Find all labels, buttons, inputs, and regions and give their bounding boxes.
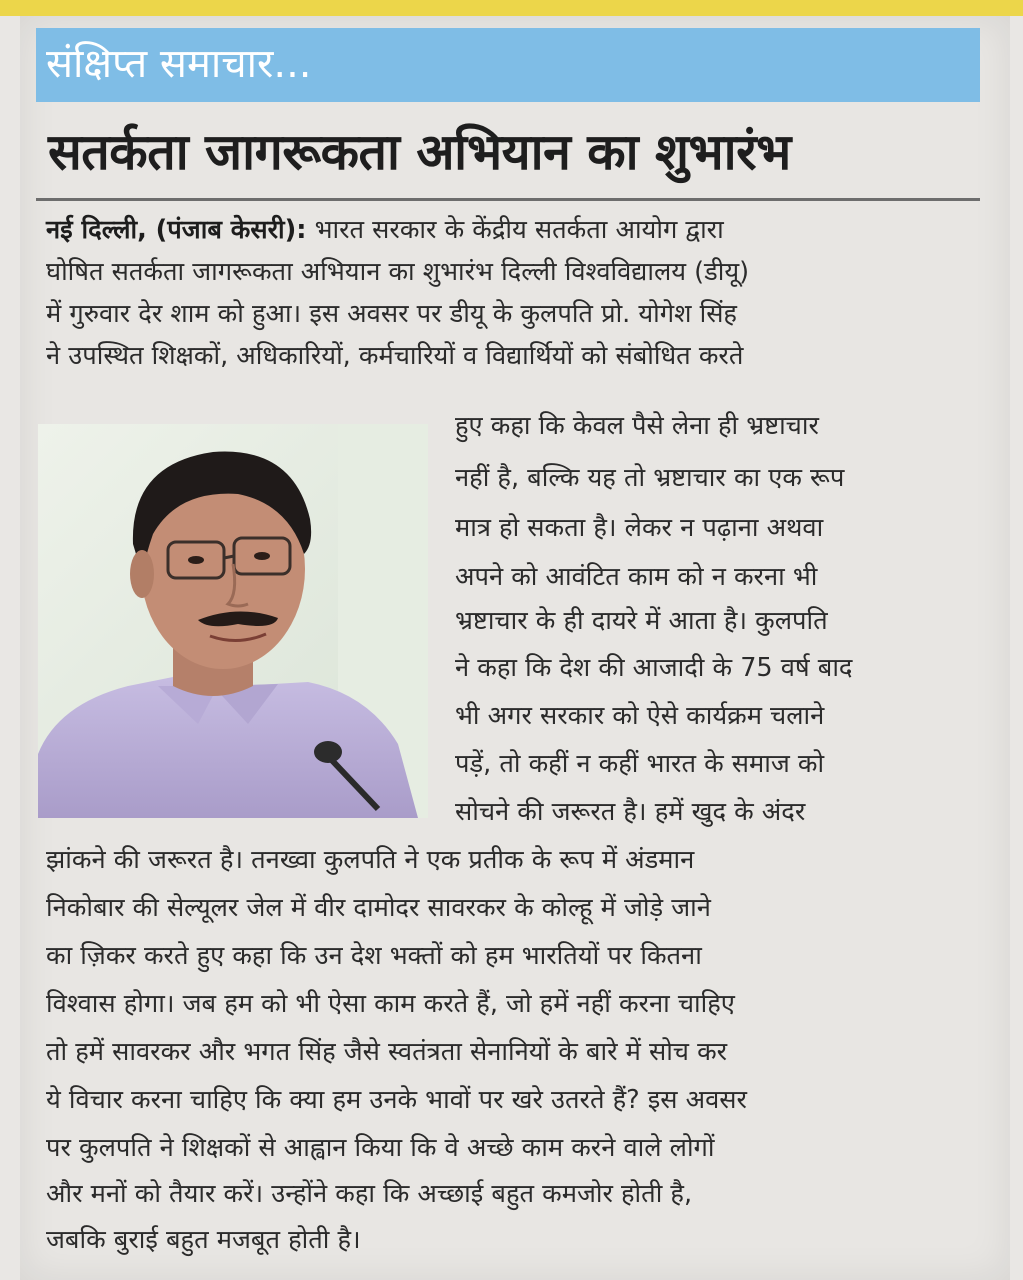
article-line: का ज़िकर करते हुए कहा कि उन देश भक्तों को हम भारतियों पर कितना: [46, 941, 702, 971]
article-line: अपने को आवंटित काम को न करना भी: [455, 562, 818, 592]
article-line: और मनों को तैयार करें। उन्होंने कहा कि अच्छाई बहुत कमजोर होती है,: [46, 1179, 693, 1209]
article-dateline: नई दिल्ली, (पंजाब केसरी):: [46, 215, 307, 245]
article-line: पर कुलपति ने शिक्षकों से आह्वान किया कि वे अच्छे काम करने वाले लोगों: [46, 1133, 715, 1163]
article-line: ने उपस्थित शिक्षकों, अधिकारियों, कर्मचारियों व विद्यार्थियों को संबोधित करते: [46, 341, 744, 371]
article-line: हुए कहा कि केवल पैसे लेना ही भ्रष्टाचार: [455, 411, 819, 441]
article-line: निकोबार की सेल्यूलर जेल में वीर दामोदर सावरकर के कोल्हू में जोड़े जाने: [46, 893, 711, 923]
article-line: भ्रष्टाचार के ही दायरे में आता है। कुलपति: [455, 606, 828, 636]
section-banner-title: संक्षिप्त समाचार...: [46, 41, 312, 87]
article-line: जबकि बुराई बहुत मजबूत होती है।: [46, 1225, 361, 1255]
article-line: ये विचार करना चाहिए कि क्या हम उनके भावों पर खरे उतरते हैं? इस अवसर: [46, 1085, 747, 1115]
article-line: में गुरुवार देर शाम को हुआ। इस अवसर पर डीयू के कुलपति प्रो. योगेश सिंह: [46, 299, 737, 329]
article-line-text: भारत सरकार के केंद्रीय सतर्कता आयोग द्वारा: [314, 215, 724, 245]
article-line: ने कहा कि देश की आजादी के 75 वर्ष बाद: [455, 653, 853, 683]
article-line: नहीं है, बल्कि यह तो भ्रष्टाचार का एक रूप: [455, 463, 845, 493]
article-photo: [38, 424, 428, 818]
top-color-strip: [0, 0, 1023, 16]
vice-chancellor-portrait: [38, 424, 428, 818]
article-line: विश्वास होगा। जब हम को भी ऐसा काम करते हैं, जो हमें नहीं करना चाहिए: [46, 989, 735, 1019]
article-line: मात्र हो सकता है। लेकर न पढ़ाना अथवा: [455, 513, 824, 543]
article-line: तो हमें सावरकर और भगत सिंह जैसे स्वतंत्रता सेनानियों के बारे में सोच कर: [46, 1037, 728, 1067]
article-line: झांकने की जरूरत है। तनख्वा कुलपति ने एक प्रतीक के रूप में अंडमान: [46, 845, 695, 875]
article-line: भी अगर सरकार को ऐसे कार्यक्रम चलाने: [455, 701, 825, 731]
article-headline: सतर्कता जागरूकता अभियान का शुभारंभ: [48, 123, 791, 181]
article-line: सोचने की जरूरत है। हमें खुद के अंदर: [455, 797, 806, 827]
article-line: घोषित सतर्कता जागरूकता अभियान का शुभारंभ दिल्ली विश्वविद्यालय (डीयू): [46, 257, 750, 287]
headline-divider: [36, 198, 980, 201]
article-line: [46, 212, 724, 248]
article-line: पड़ें, तो कहीं न कहीं भारत के समाज को: [455, 749, 825, 779]
